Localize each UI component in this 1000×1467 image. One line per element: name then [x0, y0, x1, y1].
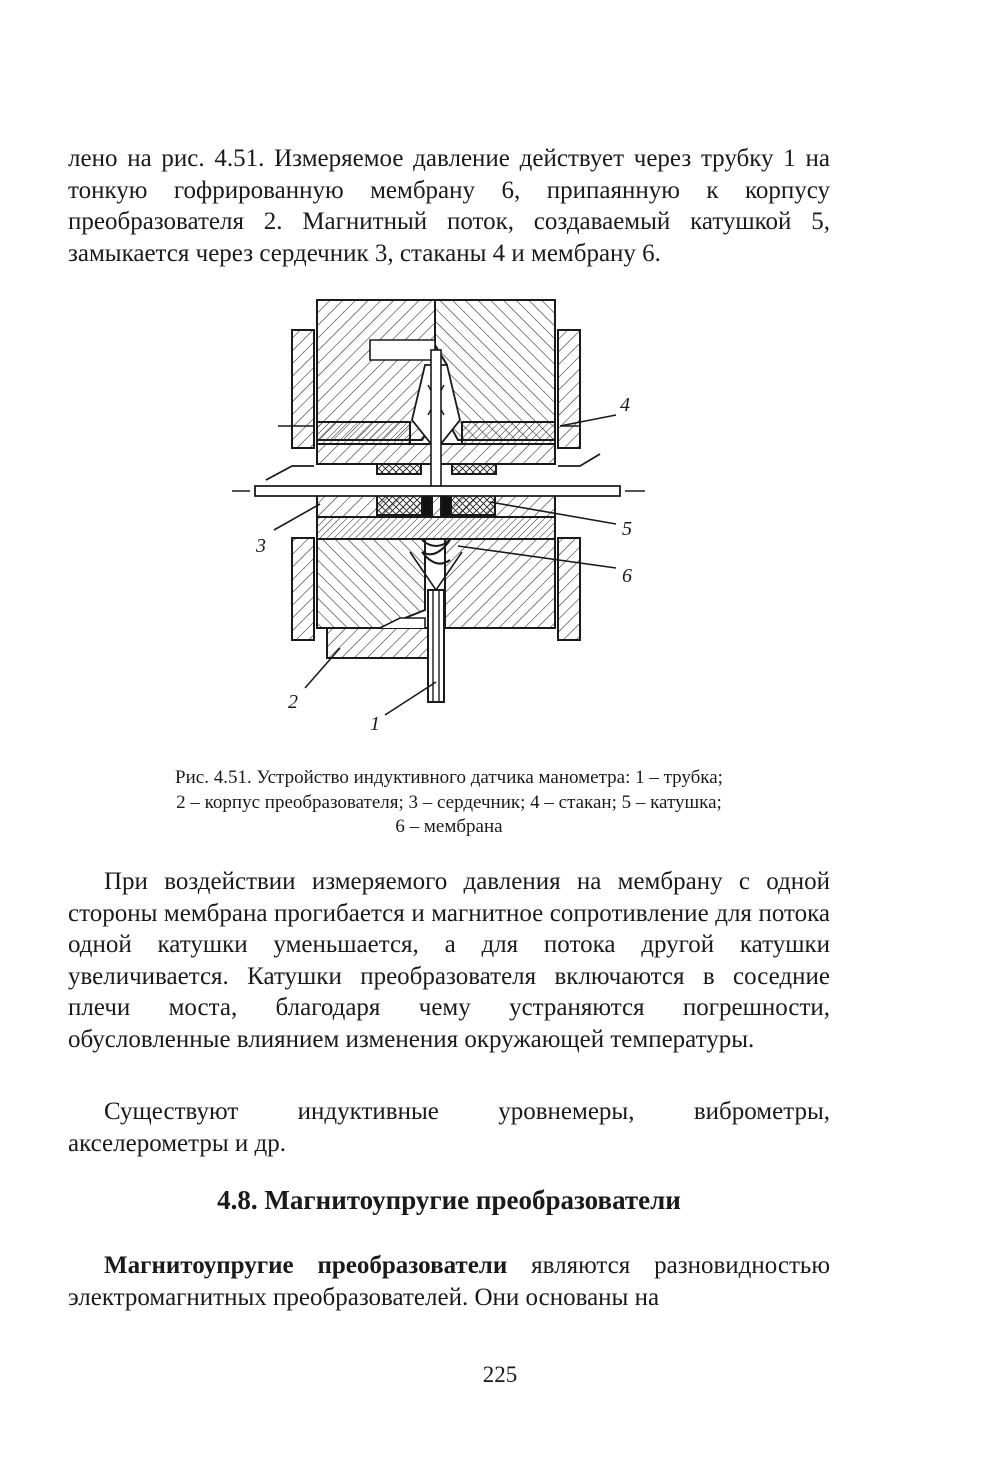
- figure-manometer-sensor: [200, 290, 680, 750]
- left-side-bracket-bottom: [292, 538, 314, 640]
- label-4: 4: [620, 394, 630, 416]
- core-middle: [317, 495, 555, 517]
- leader-2: [305, 648, 340, 688]
- section-heading: 4.8. Магнитоупругие преобразователи: [217, 1185, 681, 1215]
- sensor-drawing: [200, 290, 680, 750]
- cup-left-top: [317, 422, 410, 444]
- caption-line-2: 2 – корпус преобразователя; 3 – сердечник; 4 – стакан; 5 – катушка;: [176, 791, 722, 813]
- paragraph-magnetoelastic: [68, 1250, 830, 1313]
- paragraph-inductive-devices: Существуют индуктивные уровнемеры, виброметры, акселерометры и др.: [68, 1098, 830, 1157]
- right-side-bracket-bottom: [558, 538, 580, 640]
- paragraph-pressure-effect: При воздействии измеряемого давления на мембрану с одной стороны мембрана прогибается и магнитное сопротивление для потока одной катушки уменьшается, а для потока другой катушки увеличивается. Катушки преобразователя включаются в соседние плечи моста, благодаря чему устраняются погрешности, обусловленные влиянием изменения окружающей температуры.: [68, 868, 830, 1053]
- coil-right: [445, 495, 495, 515]
- coil-dark-left: [422, 495, 432, 517]
- label-2: 2: [288, 691, 298, 713]
- label-5: 5: [622, 518, 632, 540]
- page-number: 225: [482, 1362, 518, 1387]
- lower-body-left: [317, 539, 425, 628]
- label-1: 1: [370, 713, 380, 735]
- lower-base: [327, 628, 437, 658]
- coil-left: [377, 495, 427, 515]
- caption-line-3: 6 – мембрана: [395, 816, 503, 837]
- term-magnetoelastic: Магнитоупругие преобразователи: [104, 1252, 508, 1279]
- figure-caption: [68, 766, 830, 840]
- label-3: 3: [256, 535, 266, 557]
- caption-line-1: Рис. 4.51. Устройство индуктивного датчика манометра: 1 – трубка;: [175, 767, 723, 788]
- left-side-bracket-top: [292, 330, 314, 448]
- leader-3: [274, 504, 320, 530]
- cup-right-top: [462, 422, 555, 444]
- coil-dark-right: [441, 495, 451, 517]
- paragraph-continuation: лено на рис. 4.51. Измеряемое давление действует через трубку 1 на тонкую гофрированную мембрану 6, припаянную к корпусу преобразователя 2. Магнитный поток, создаваемый катушкой 5, замыкается через сердечник 3, стаканы 4 и мембрану 6.: [68, 145, 830, 267]
- right-side-bracket-top: [558, 330, 580, 448]
- paragraph-magnetoelastic-text: являются разновидностью электромагнитных преобразователей. Они основаны на: [68, 1252, 830, 1311]
- cup-bottom: [317, 517, 555, 539]
- label-6: 6: [622, 565, 632, 587]
